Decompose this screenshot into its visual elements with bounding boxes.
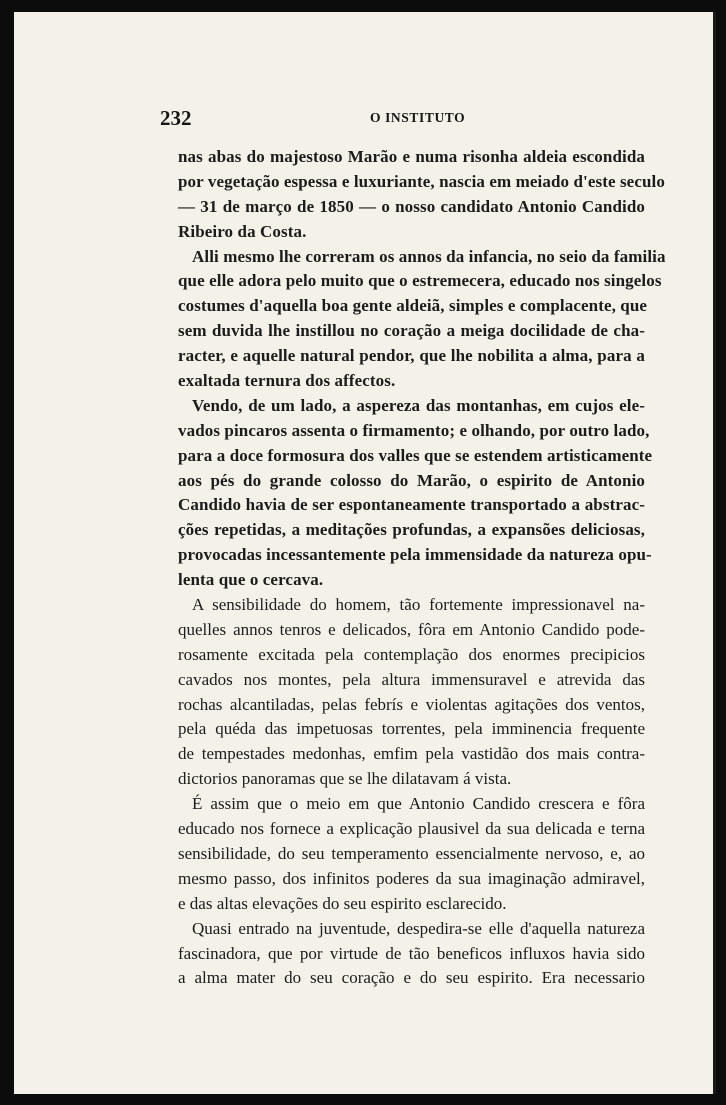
text-line: rochas alcantiladas, pelas febrís e violentas agitações dos ventos, <box>178 694 645 714</box>
book-page <box>14 12 716 1094</box>
text-line: sensibilidade, do seu temperamento essencialmente nervoso, e, ao <box>178 843 645 863</box>
running-title: O INSTITUTO <box>370 110 466 125</box>
text-line: vados pincaros assenta o firmamento; e olhando, por outro lado, <box>178 420 650 440</box>
text-line: nas abas do majestoso Marão e numa risonha aldeia escondida <box>178 147 645 166</box>
text-line: que elle adora pelo muito que o estremecera, educado nos singelos <box>178 271 662 291</box>
text-line: Vendo, de um lado, a aspereza das montanhas, em cujos ele- <box>192 395 645 415</box>
page-number: 232 <box>160 106 192 130</box>
text-line: Ribeiro da Costa. <box>178 221 307 241</box>
text-line: racter, e aquelle natural pendor, que lhe nobilita a alma, para a <box>178 346 645 366</box>
text-line: A sensibilidade do homem, tão fortemente impressionavel na- <box>192 595 645 615</box>
text-line: e das altas elevações do seu espirito esclarecido. <box>178 893 507 913</box>
text-line: dictorios panoramas que se lhe dilatavam á vista. <box>178 769 512 789</box>
text-line: educado nos fornece a explicação plausivel da sua delicada e terna <box>178 819 645 839</box>
text-line: Alli mesmo lhe correram os annos da infancia, no seio da familia <box>192 246 666 266</box>
text-line: Quasi entrado na juventude, despedira-se elle d'aquella natureza <box>192 918 645 938</box>
text-line: fascinadora, que por virtude de tão beneficos influxos havia sido <box>178 943 645 963</box>
text-line: a alma mater do seu coração e do seu espirito. Era necessario <box>178 968 645 988</box>
text-line: rosamente excitada pela contemplação dos enormes precipicios <box>178 644 645 664</box>
text-line: para a doce formosura dos valles que se estendem artisticamente <box>178 445 653 465</box>
text-line: É assim que o meio em que Antonio Candido crescera e fôra <box>192 794 645 814</box>
text-line: cavados nos montes, pela altura immensuravel e atrevida das <box>178 669 645 689</box>
text-line: exaltada ternura dos affectos. <box>178 371 396 391</box>
text-line: mesmo passo, dos infinitos poderes da sua imaginação admiravel, <box>178 868 645 888</box>
text-line: provocadas incessantemente pela immensidade da natureza opu- <box>178 545 652 565</box>
page-header <box>160 106 485 130</box>
body-text <box>178 145 666 991</box>
text-line: Candido havia de ser espontaneamente transportado a abstrac- <box>178 495 645 515</box>
text-line: lenta que o cercava. <box>178 570 324 590</box>
text-line: por vegetação espessa e luxuriante, nascia em meiado d'este seculo <box>178 171 665 191</box>
text-line: aos pés do grande colosso do Marão, o espirito de Antonio <box>178 470 645 490</box>
text-line: de tempestades medonhas, emfim pela vastidão dos mais contra- <box>178 744 645 764</box>
text-line: — 31 de março de 1850 — o nosso candidato Antonio Candido <box>178 196 645 216</box>
text-line: ções repetidas, a meditações profundas, a expansões deliciosas, <box>178 520 645 540</box>
text-line: quelles annos tenros e delicados, fôra em Antonio Candido pode- <box>178 619 645 639</box>
text-line: costumes d'aquella boa gente aldeiã, simples e complacente, que <box>178 296 648 316</box>
text-line: sem duvida lhe instillou no coração a meiga docilidade de cha- <box>178 321 645 341</box>
text-line: pela quéda das impetuosas torrentes, pela imminencia frequente <box>178 719 645 739</box>
